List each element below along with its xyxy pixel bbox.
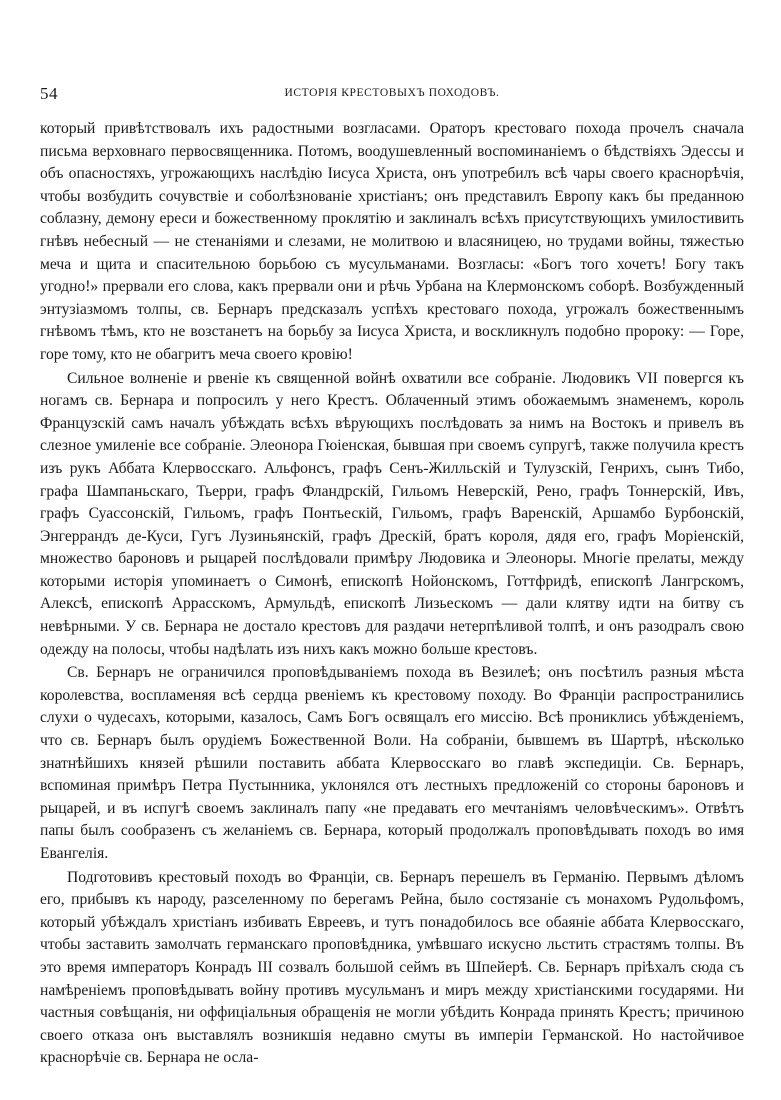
paragraph-1: который привѣтствовалъ ихъ радостными возгласами. Ораторъ крестоваго похода прочелъ сначала письма верховнаго первосвященника. Потомъ, воодушевленный воспоминаніемъ о бѣдствіяхъ Эдессы и объ опасностяхъ, угрожающихъ наслѣдію Іисуса Христа, онъ употребилъ всѣ чары своего краснорѣчія, чтобы возбудить сочувствіе и соболѣзнованіе христіанъ; онъ представилъ Европу какъ бы преданною соблазну, демону ереси и божественному проклятію и заклиналъ всѣхъ присутствующихъ умилостивить гнѣвъ небесный — не стенаніями и слезами, не молитвою и власяницею, но трудами войны, тяжестью меча и щита и спасительною борьбою съ мусульманами. Возгласы: «Богъ того хочетъ! Богу такъ угодно!» прервали его слова, какъ прервали они и рѣчь Урбана на Клермонскомъ соборѣ. Возбужденный энтузіазмомъ толпы, св. Бернаръ предсказалъ успѣхъ крестоваго похода, угрожалъ божественнымъ гнѣвомъ тѣмъ, кто не возстанетъ на борьбу за Іисуса Христа, и воскликнулъ подобно пророку: — Горе, горе тому, кто не обагритъ меча своего кровію! — [40, 120, 744, 363]
paragraph-3: Св. Бернаръ не ограничился проповѣдываніемъ похода въ Везилеѣ; онъ посѣтилъ разныя мѣста королевства, воспламеняя всѣ сердца рвеніемъ къ крестовому походу. Во Франціи распространились слухи о чудесахъ, которыми, казалось, Самъ Богъ освящалъ его миссію. Всѣ прониклись убѣжденіемъ, что св. Бернаръ былъ орудіемъ Божественной Воли. На собраніи, бывшемъ въ Шартрѣ, нѣсколько знатнѣйшихъ князей рѣшили поставить аббата Клервосскаго во главѣ экспедиціи. Св. Бернаръ, вспоминая примѣръ Петра Пустынника, уклонялся отъ лестныхъ предложеній со стороны бароновъ и рыцарей, и въ испугѣ своемъ заклиналъ папу «не предавать его мечтаніямъ человѣческимъ». Отвѣтъ папы былъ сообразенъ съ желаніемъ св. Бернара, который продолжалъ проповѣдывать походъ во имя Евангелія. — [40, 664, 744, 862]
body-text — [40, 118, 744, 1070]
page-header — [40, 84, 744, 108]
paragraph-2: Сильное волненіе и рвеніе къ священной войнѣ охватили все собраніе. Людовикъ VII повергся къ ногамъ св. Бернара и попросилъ у него Крестъ. Облаченный этимъ обожаемымъ знаменемъ, король Французскій самъ началъ убѣждать всѣхъ вѣрующихъ послѣдовать за нимъ на Востокъ и привелъ въ слезное умиленіе все собраніе. Элеонора Гюіенская, бывшая при своемъ супругѣ, также получила крестъ изъ рукъ Аббата Клервосскаго. Альфонсъ, графъ Сенъ-Жилльскій и Тулузскій, Генрихъ, сынъ Тибо, графа Шампаньскаго, Тьерри, графъ Фландрскій, Гильомъ Неверскій, Рено, графъ Тоннерскій, Ивъ, графъ Суассонскій, Гильомъ, графъ Понтьескій, Гильомъ, графъ Варенскій, Аршамбо Бурбонскій, Энгеррандъ де-Куси, Гугъ Лузиньянскій, графъ Дрескій, братъ короля, дядя его, графъ Моріенскій, множество бароновъ и рыцарей послѣдовали примѣру Людовика и Элеоноры. Многіе прелаты, между которыми исторія упоминаетъ о Симонѣ, епископѣ Нойонскомъ, Готтфридѣ, епископѣ Лангрскомъ, Алексѣ, епископѣ Аррасскомъ, Армульдѣ, епископѣ Лизьескомъ — дали клятву идти на битву съ невѣрными. У св. Бернара не достало крестовъ для раздачи нетерпѣливой толпѣ, и онъ разодралъ свою одежду на полосы, чтобы надѣлать изъ нихъ какъ можно больше крестовъ. — [40, 369, 744, 658]
paragraph-4: Подготовивъ крестовый походъ во Франціи, св. Бернаръ перешелъ въ Германію. Первымъ дѣломъ его, прибывъ къ народу, разселенному по берегамъ Рейна, было состязаніе съ монахомъ Рудольфомъ, который убѣждалъ христіанъ избивать Евреевъ, и тутъ понадобилось все обаяніе аббата Клервосскаго, чтобы заставить замолчать германскаго проповѣдника, умѣвшаго искусно льстить страстямъ толпы. Въ это время императоръ Конрадъ III созвалъ большой сеймъ въ Шпейерѣ. Св. Бернаръ пріѣхалъ сюда съ намѣреніемъ проповѣдывать войну противъ мусульманъ и миръ между христіанскими государями. Ни частныя совѣщанія, ни оффиціальныя обращенія не могли убѣдить Конрада принять Крестъ; причиною своего отказа онъ выставлялъ возникшія недавно смуты въ имперіи Германской. Но настойчивое краснорѣчіе св. Бернара не осла- — [40, 868, 744, 1067]
running-title: ИСТОРІЯ КРЕСТОВЫХЪ ПОХОДОВЪ. — [284, 87, 500, 99]
page-number: 54 — [40, 84, 58, 103]
